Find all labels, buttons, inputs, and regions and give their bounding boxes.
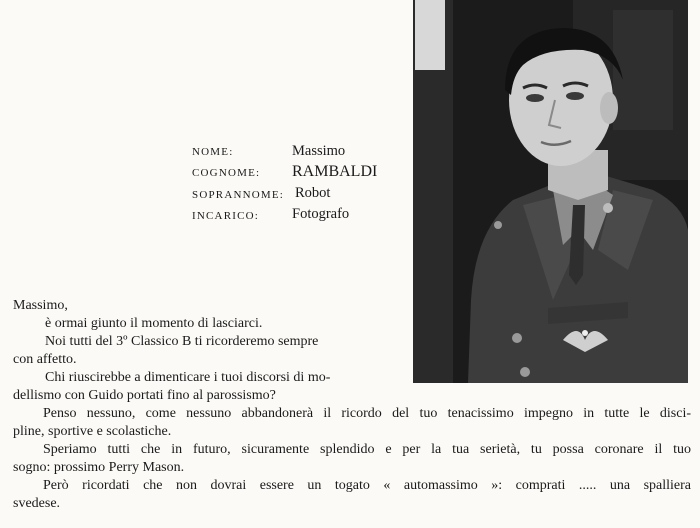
soprannome-value: Robot (295, 185, 331, 201)
salutation: Massimo, (13, 298, 68, 313)
letter-line: Penso nessuno, come nessuno abbandonerà il ricordo del tuo tenacissimo impegno in tutte le disci- (43, 406, 691, 421)
letter-line: Chi riuscirebbe a dimenticare i tuoi discorsi di mo- (45, 370, 331, 385)
soprannome-label: SOPRANNOME: (192, 189, 285, 201)
incarico-value: Fotografo (292, 206, 350, 222)
nome-label: NOME: (192, 146, 234, 158)
cognome-label: COGNOME: (192, 167, 261, 179)
letter-line: sogno: prossimo Perry Mason. (13, 460, 185, 475)
letter-line: dellismo con Guido portati fino al parossismo? (13, 388, 276, 403)
letter-line: pline, sportive e scolastiche. (13, 424, 172, 439)
letter-line: Noi tutti del 3º Classico B ti ricorderemo sempre (45, 334, 319, 349)
portrait-illustration (413, 0, 688, 383)
letter-line: con affetto. (13, 352, 77, 367)
incarico-label: INCARICO: (192, 210, 260, 222)
portrait-photo (413, 0, 688, 383)
letter-line: è ormai giunto il momento di lasciarci. (45, 316, 263, 331)
letter-line: Speriamo tutti che in futuro, sicuramente splendido e per la tua serietà, tu possa coronare il tuo (43, 442, 691, 457)
nome-value: Massimo (292, 143, 346, 159)
cognome-value: RAMBALDI (292, 163, 378, 180)
letter-line: svedese. (13, 496, 61, 511)
letter-line: Però ricordati che non dovrai essere un togato « automassimo »: comprati ..... una spalliera (43, 478, 691, 493)
